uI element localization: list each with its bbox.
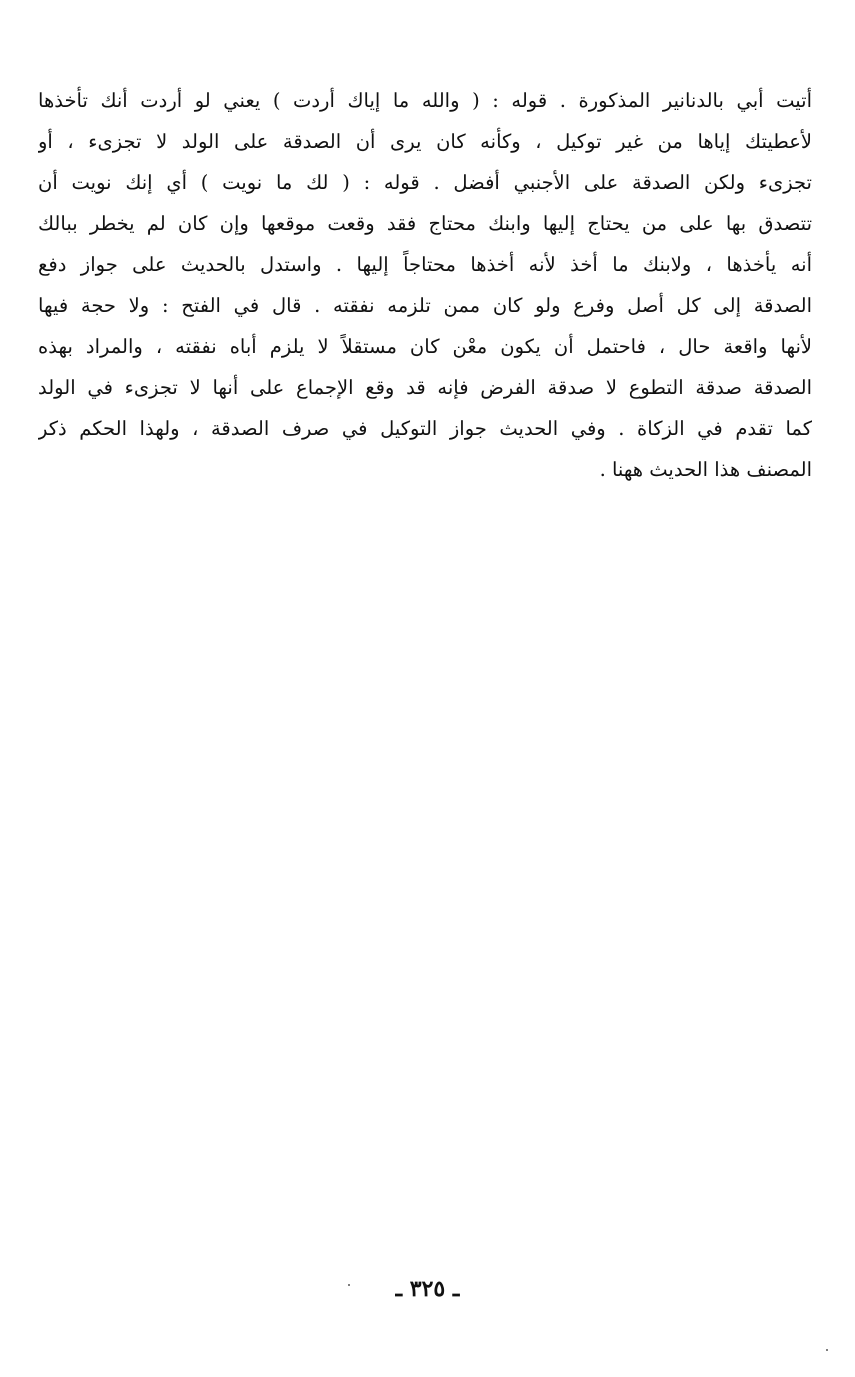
text-line: لأنها واقعة حال ، فاحتمل أن يكون معْن كان مستقلاً لا يلزم أباه نفقته ، والمراد بهذه (38, 335, 812, 358)
scan-speck (826, 1349, 828, 1351)
scan-speck (348, 1284, 350, 1286)
page-number: ـ ٣٢٥ ـ (395, 1276, 460, 1302)
text-line: الصدقة صدقة التطوع لا صدقة الفرض فإنه قد وقع الإجماع على أنها لا تجزىء في الولد (38, 376, 812, 399)
text-line: تجزىء ولكن الصدقة على الأجنبي أفضل . قوله : ( لك ما نويت ) أي إنك نويت أن (38, 171, 812, 194)
text-line: لأعطيتك إياها من غير توكيل ، وكأنه كان يرى أن الصدقة على الولد لا تجزىء ، أو (38, 130, 812, 153)
text-line: الصدقة إلى كل أصل وفرع ولو كان ممن تلزمه نفقته . قال في الفتح : ولا حجة فيها (38, 294, 812, 317)
text-line: تتصدق بها على من يحتاج إليها وابنك محتاج فقد وقعت موقعها وإن كان لم يخطر ببالك (38, 212, 812, 235)
body-text (38, 80, 812, 490)
text-line: أنه يأخذها ، ولابنك ما أخذ لأنه أخذها محتاجاً إليها . واستدل بالحديث على جواز دفع (38, 253, 812, 276)
text-line: أتيت أبي بالدنانير المذكورة . قوله : ( والله ما إياك أردت ) يعني لو أردت أنك تأخذها (38, 89, 812, 112)
text-line: المصنف هذا الحديث ههنا . (599, 458, 812, 481)
text-line: كما تقدم في الزكاة . وفي الحديث جواز التوكيل في صرف الصدقة ، ولهذا الحكم ذكر (38, 417, 812, 440)
